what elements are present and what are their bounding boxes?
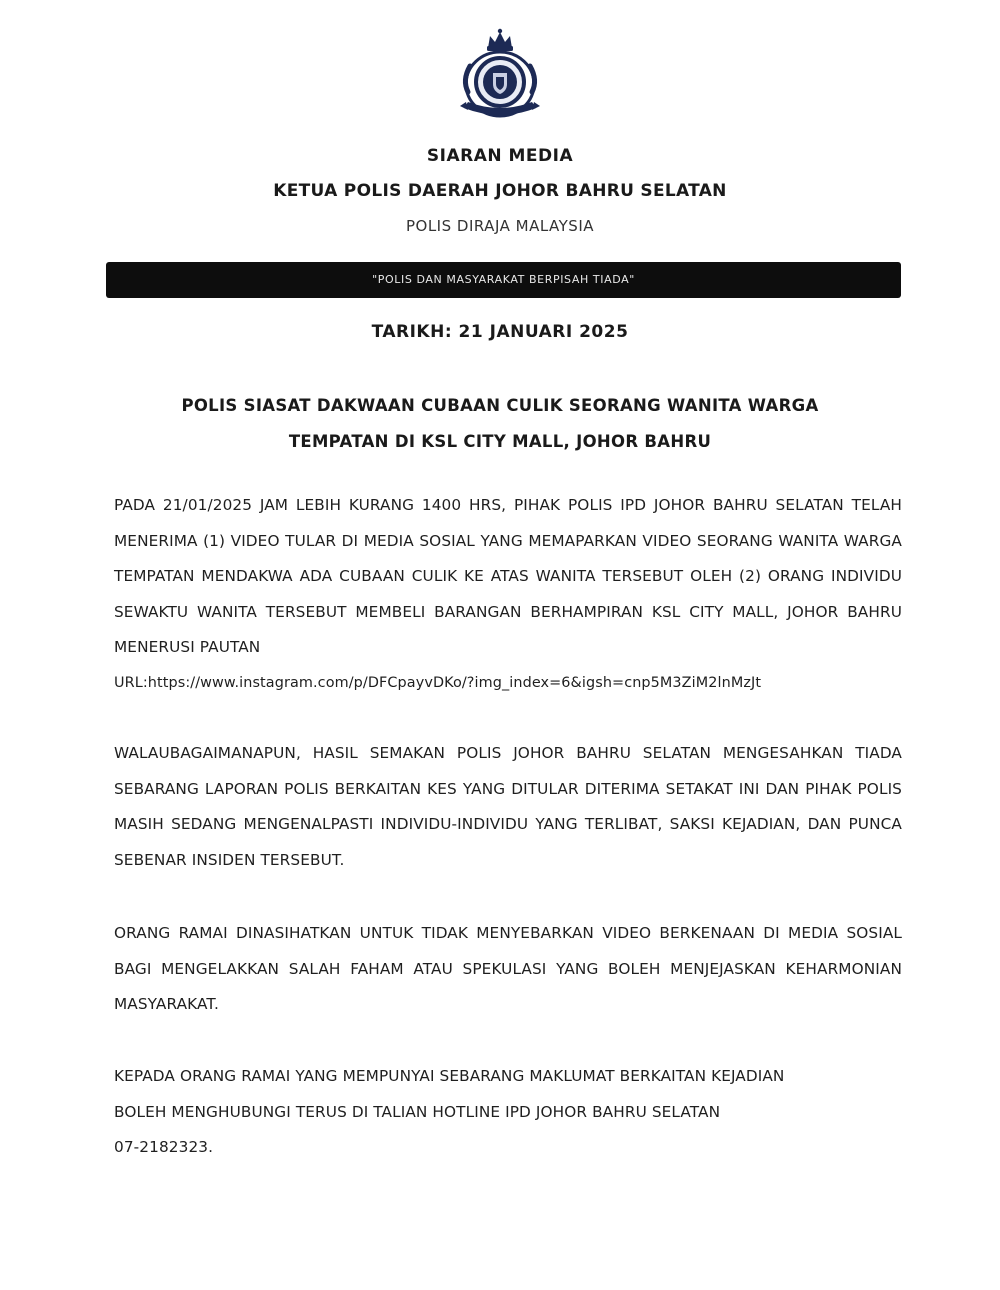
paragraph-4-line-1: KEPADA ORANG RAMAI YANG MEMPUNYAI SEBARANG MAKLUMAT BERKAITAN KEJADIAN (114, 1067, 785, 1085)
header-ketua-polis: KETUA POLIS DAERAH JOHOR BAHRU SELATAN (273, 181, 727, 201)
release-title (120, 388, 880, 460)
release-date: TARIKH: 21 JANUARI 2025 (371, 322, 629, 342)
paragraph-1 (114, 488, 902, 702)
motto-bar (106, 262, 901, 298)
hotline-number: 07-2182323. (114, 1138, 214, 1157)
header-pdrm: POLIS DIRAJA MALAYSIA (405, 217, 595, 235)
paragraph-2: WALAUBAGAIMANAPUN, HASIL SEMAKAN POLIS JOHOR BAHRU SELATAN MENGESAHKAN TIADA SEBARANG LAPORAN POLIS BERKAITAN KES YANG DITULAR DITERIMA SETAKAT INI DAN PIHAK POLIS MASIH SEDANG MENGENALPASTI INDIVIDU-INDIVIDU YANG TERLIBAT, SAKSI KEJADIAN, DAN PUNCA SEBENAR INSIDEN TERSEBUT. (114, 744, 902, 869)
paragraph-4-line-2: BOLEH MENGHUBUNGI TERUS DI TALIAN HOTLINE IPD JOHOR BAHRU SELATAN (114, 1102, 721, 1121)
police-crest-icon (450, 22, 550, 122)
paragraph-3: ORANG RAMAI DINASIHATKAN UNTUK TIDAK MENYEBARKAN VIDEO BERKENAAN DI MEDIA SOSIAL BAGI MENGELAKKAN SALAH FAHAM ATAU SPEKULASI YANG BOLEH MENJEJASKAN KEHARMONIAN MASYARAKAT. (114, 924, 902, 1014)
title-line-1: POLIS SIASAT DAKWAAN CUBAAN CULIK SEORANG WANITA WARGA (181, 396, 819, 415)
paragraph-1-text: PADA 21/01/2025 JAM LEBIH KURANG 1400 HRS, PIHAK POLIS IPD JOHOR BAHRU SELATAN TELAH MENERIMA (1) VIDEO TULAR DI MEDIA SOSIAL YANG MEMAPARKAN VIDEO SEORANG WANITA WARGA TEMPATAN MENDAKWA ADA CUBAAN CULIK KE ATAS WANITA TERSEBUT OLEH (2) ORANG INDIVIDU SEWAKTU WANITA TERSEBUT MEMBELI BARANGAN BERHAMPIRAN KSL CITY MALL, JOHOR BAHRU MENERUSI PAUTAN (114, 496, 902, 657)
instagram-url: URL:https://www.instagram.com/p/DFCpayvDKo/?img_index=6&igsh=cnp5M3ZiM2lnMzJt (114, 674, 762, 691)
title-line-2: TEMPATAN DI KSL CITY MALL, JOHOR BAHRU (288, 432, 712, 451)
paragraph-4 (114, 1059, 902, 1166)
header-siaran-media: SIARAN MEDIA (426, 146, 574, 166)
motto-text: "POLIS DAN MASYARAKAT BERPISAH TIADA" (372, 273, 635, 286)
